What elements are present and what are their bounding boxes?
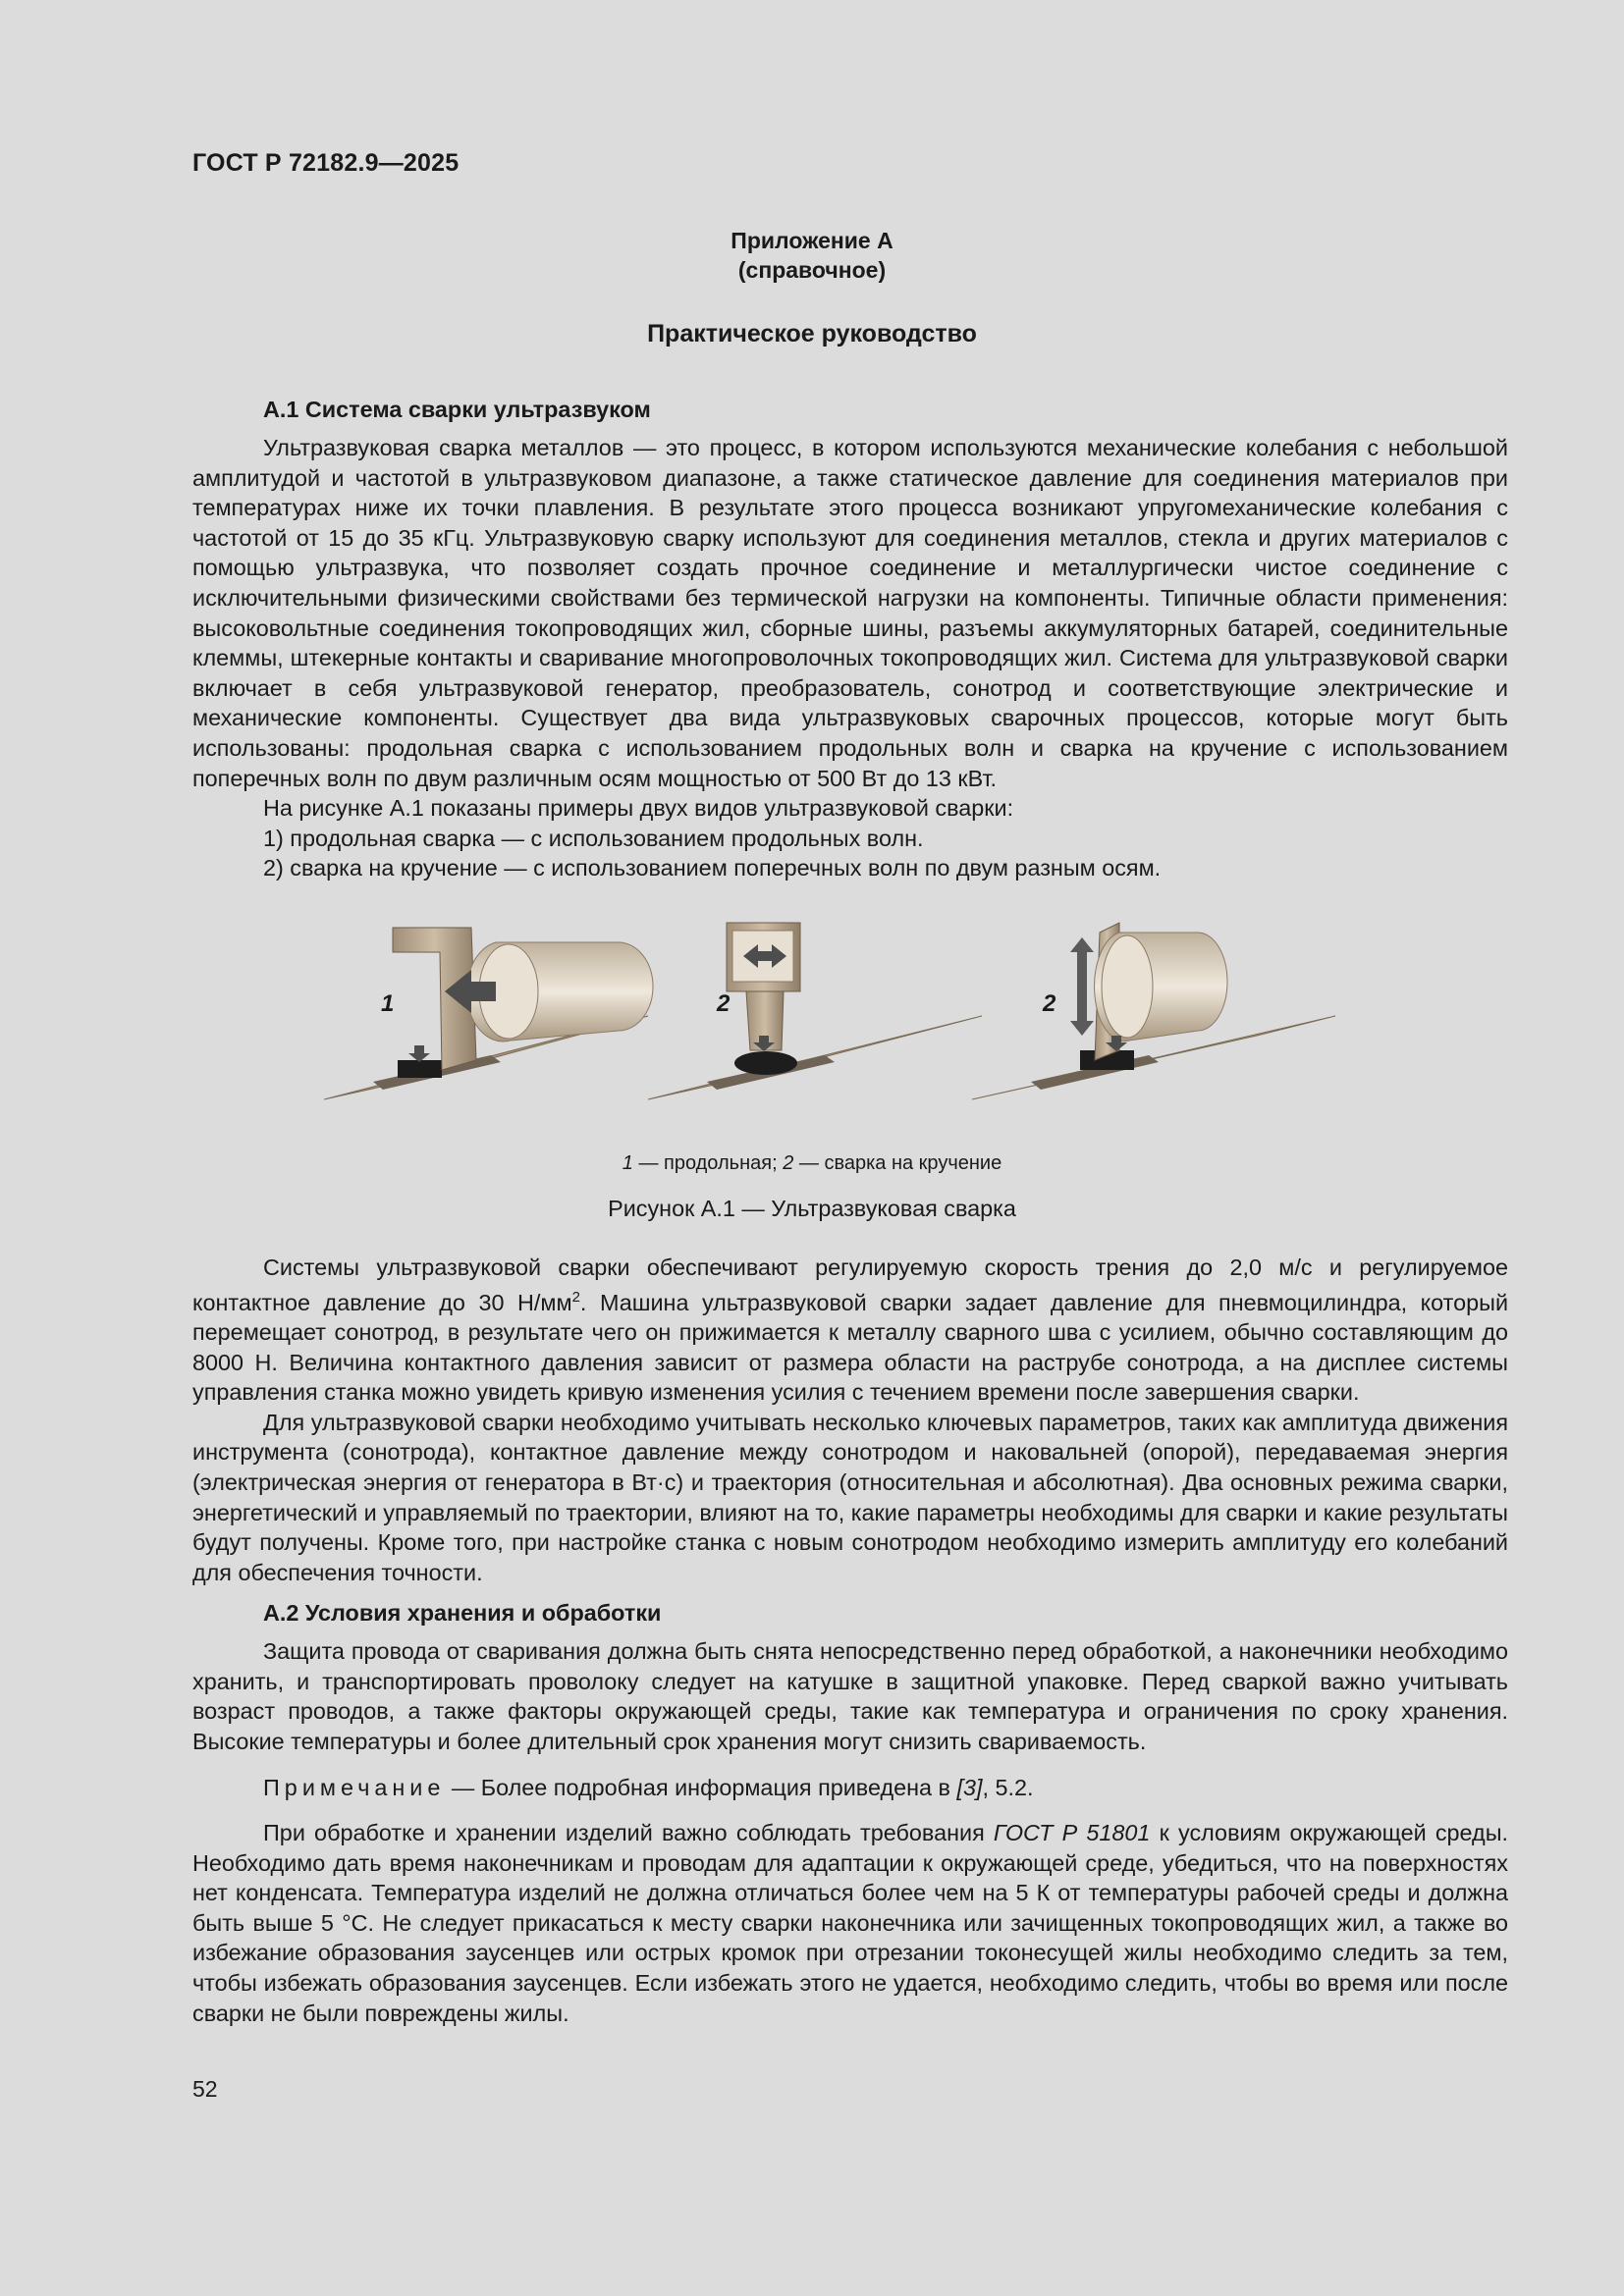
note-label: Примечание <box>263 1775 446 1800</box>
note <box>263 1775 1034 1801</box>
standard-reference: ГОСТ Р 51801 <box>993 1820 1151 1845</box>
superscript: 2 <box>571 1288 580 1306</box>
panel-longitudinal <box>324 928 653 1099</box>
legend-number: 1 <box>622 1152 633 1174</box>
panel-torsional-b <box>972 923 1335 1099</box>
paragraph: Защита провода от сваривания должна быть снята непосредственно перед обработкой, а наконечники необходимо хранить, и транспортировать проволоку следует на катушке в защитной упаковке. Перед сваркой важно учитывать возраст проводов, а также факторы окружающей среды, такие как температура и ограничения по сроку хранения. Высокие температуры и более длительный срок хранения могут снизить свариваемость. <box>192 1638 1508 1754</box>
figure-legend <box>0 1152 1624 1175</box>
figure-illustration <box>324 913 1345 1109</box>
post-figure-body <box>192 1253 1508 1587</box>
paragraph <box>192 1818 1508 2028</box>
paragraph-text: к условиям окружающей среды. Необходимо дать время наконечникам и проводам для адаптации к окружающей среде, убедиться, что на поверхностях нет конденсата. Температура изделий не должна отличаться более чем на 5 К от температуры рабочей среды и должна быть выше 5 °С. Не следует прикасаться к месту сварки наконечника или зачищенных токопроводящих жил, а также во избежание образования заусенцев или острых кромок при отрезании токонесущей жилы необходимо следить за тем, чтобы избежать образования заусенцев. Если избежать этого не удается, необходимо следить, чтобы во время или после сварки не были повреждены жилы. <box>192 1820 1509 2026</box>
section-a2-body-2 <box>192 1818 1508 2028</box>
note-text: , 5.2. <box>982 1775 1034 1800</box>
section-heading-a2: А.2 Условия хранения и обработки <box>263 1600 662 1626</box>
figure-ultrasonic-welding <box>324 913 1345 1109</box>
section-heading-a1: А.1 Система сварки ультразвуком <box>263 397 651 422</box>
paragraph-text: При обработке и хранении изделий важно соблюдать требования <box>263 1820 994 1845</box>
annex-title: Практическое руководство <box>647 320 977 347</box>
arrow-rotation <box>1070 937 1094 1036</box>
figure-label-1: 1 <box>381 990 395 1017</box>
section-a1-body <box>192 433 1508 883</box>
legend-number: 2 <box>783 1152 794 1174</box>
paragraph: Ультразвуковая сварка металлов — это процесс, в котором используются механические колебания с небольшой амплитудой и частотой в ультразвуковом диапазоне, а также статическое давление для соединения материалов при температурах ниже их точки плавления. В результате этого процесса возникают упругомеханические колебания с частотой от 15 до 35 кГц. Ультразвуковую сварку используют для соединения металлов, стекла и других материалов с помощью ультразвука, что позволяет создать прочное соединение и металлургически чистое соединение с исключительными физическими свойствами без термической нагрузки на компоненты. Типичные области применения: высоковольтные соединения токопроводящих жил, сборные шины, разъемы аккумуляторных батарей, соединительные клеммы, штекерные контакты и сваривание многопроволочных токопроводящих жил. Система для ультразвуковой сварки включает в себя ультразвуковой генератор, преобразователь, сонотрод и соответствующие электрические и механические компоненты. Существует два вида ультразвуковых сварочных процессов, которые могут быть использованы: продольная сварка с использованием продольных волн и сварка на кручение с использованием поперечных волн по двум различным осям мощностью от 500 Вт до 13 кВт. <box>192 435 1508 791</box>
figure-label-2: 2 <box>717 990 731 1017</box>
weld-spot-2 <box>734 1051 797 1075</box>
annex-label: Приложение А <box>731 228 893 253</box>
note-reference: [3] <box>956 1775 983 1800</box>
page-number: 52 <box>192 2076 218 2102</box>
list-item: 1) продольная сварка — с использованием продольных волн. <box>263 825 924 851</box>
paragraph: На рисунке А.1 показаны примеры двух видов ультразвуковой сварки: <box>263 795 1014 822</box>
weld-spot-1 <box>398 1060 442 1078</box>
paragraph: Для ультразвуковой сварки необходимо учитывать несколько ключевых параметров, таких как амплитуда движения инструмента (сонотрода), контактное давление между сонотродом и наковальней (опорой), передаваемая энергия (электрическая энергия от генератора в Вт·с) и траектория (относительная и абсолютная). Два основных режима сварки, энергетический и управляемый по траектории, влияют на то, какие параметры необходимы для сварки и какие результаты будут получены. Кроме того, при настройке станка с новым сонотродом необходимо измерить амплитуду его колебаний для обеспечения точности. <box>192 1409 1508 1585</box>
panel-torsional-a <box>648 923 982 1099</box>
legend-text: — сварка на кручение <box>793 1152 1002 1174</box>
note-text: Более подробная информация приведена в <box>480 1775 957 1800</box>
paragraph-text: Системы ультразвуковой сварки обеспечивают регулируемую скорость трения до 2,0 м/с и регулируемое контактное давление до 30 Н/мм <box>192 1255 1508 1315</box>
converter-face-3 <box>1102 935 1153 1038</box>
note-dash: — <box>445 1775 481 1800</box>
figure-label-3: 2 <box>1043 990 1056 1017</box>
legend-text: — продольная; <box>632 1152 784 1174</box>
document-header: ГОСТ Р 72182.9—2025 <box>192 149 460 177</box>
annex-type: (справочное) <box>737 257 887 283</box>
section-a2-body <box>192 1636 1508 1756</box>
list-item: 2) сварка на кручение — с использованием поперечных волн по двум разным осям. <box>263 855 1162 881</box>
arrow-pressure-1 <box>408 1045 430 1062</box>
figure-caption: Рисунок А.1 — Ультразвуковая сварка <box>608 1196 1016 1221</box>
paragraph <box>192 1253 1508 1408</box>
paragraph-text: . Машина ультразвуковой сварки задает давление для пневмоцилиндра, который перемещает сонотрод, в результате чего он прижимается к металлу сварного шва с усилием, обычно составляющим до 8000 Н. Величина контактного давления зависит от размера области на раструбе сонотрода, а на дисплее системы управления станка можно увидеть кривую изменения усилия с течением времени после завершения сварки. <box>192 1289 1509 1406</box>
